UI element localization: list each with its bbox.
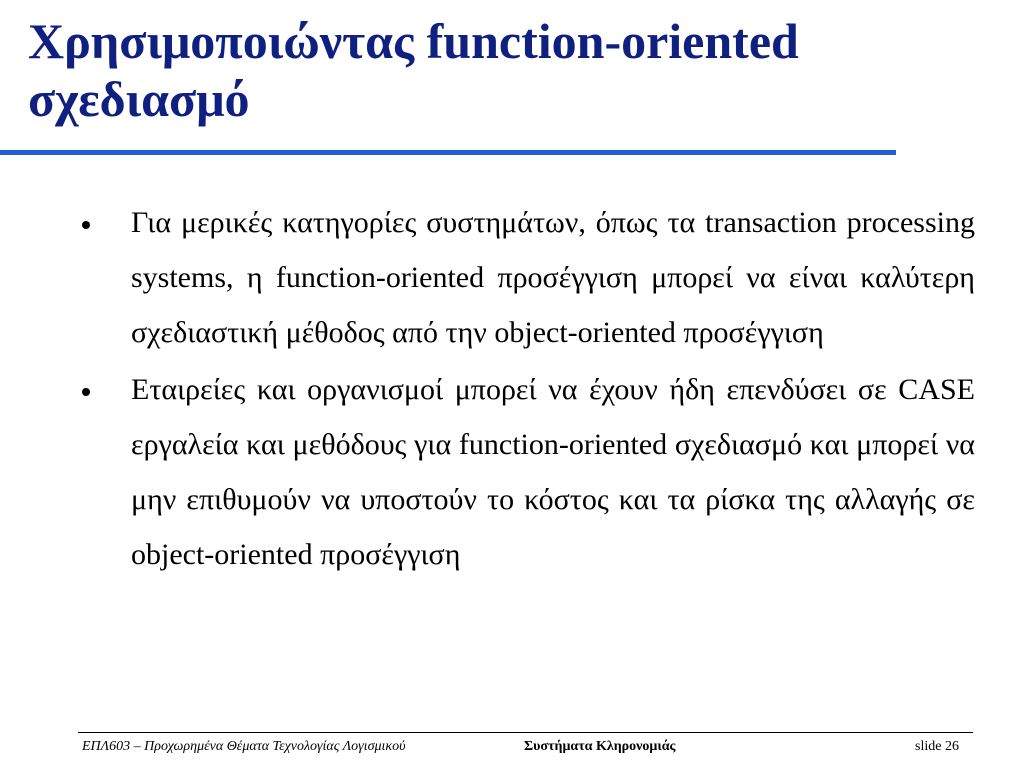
footer-topic: Συστήματα Κληρονομιάς [524,739,676,754]
bullet-text: Για μερικές κατηγορίες συστημάτων, όπως τα transaction processing systems, η function-oriented προσέγγιση μπορεί να είναι καλύτερη σχεδιαστική μέθοδος από την object-oriented προσέγγιση [131,206,975,349]
footer [78,736,973,758]
bullet-item [70,195,975,360]
bullet-dot-icon [82,388,90,396]
bullet-list [70,195,975,582]
bullet-text: Εταιρείες και οργανισμοί μπορεί να έχουν ήδη επενδύσει σε CASE εργαλεία και μεθόδους για function-oriented σχεδιασμό και μπορεί να μην επιθυμούν να υποστούν το κόστος και τα ρίσκα της αλλαγής σε object-oriented προσέγγιση [131,373,975,571]
footer-course: ΕΠΛ603 – Προχωρημένα Θέματα Τεχνολογίας Λογισμικού [82,739,406,754]
footer-slide-number: slide 26 [915,739,959,754]
slide-title: Χρησιμοποιώντας function-oriented σχεδιασμό [28,13,799,127]
footer-divider [78,732,973,733]
bullet-item [70,362,975,582]
title-underline [0,150,896,155]
bullet-dot-icon [82,221,90,229]
